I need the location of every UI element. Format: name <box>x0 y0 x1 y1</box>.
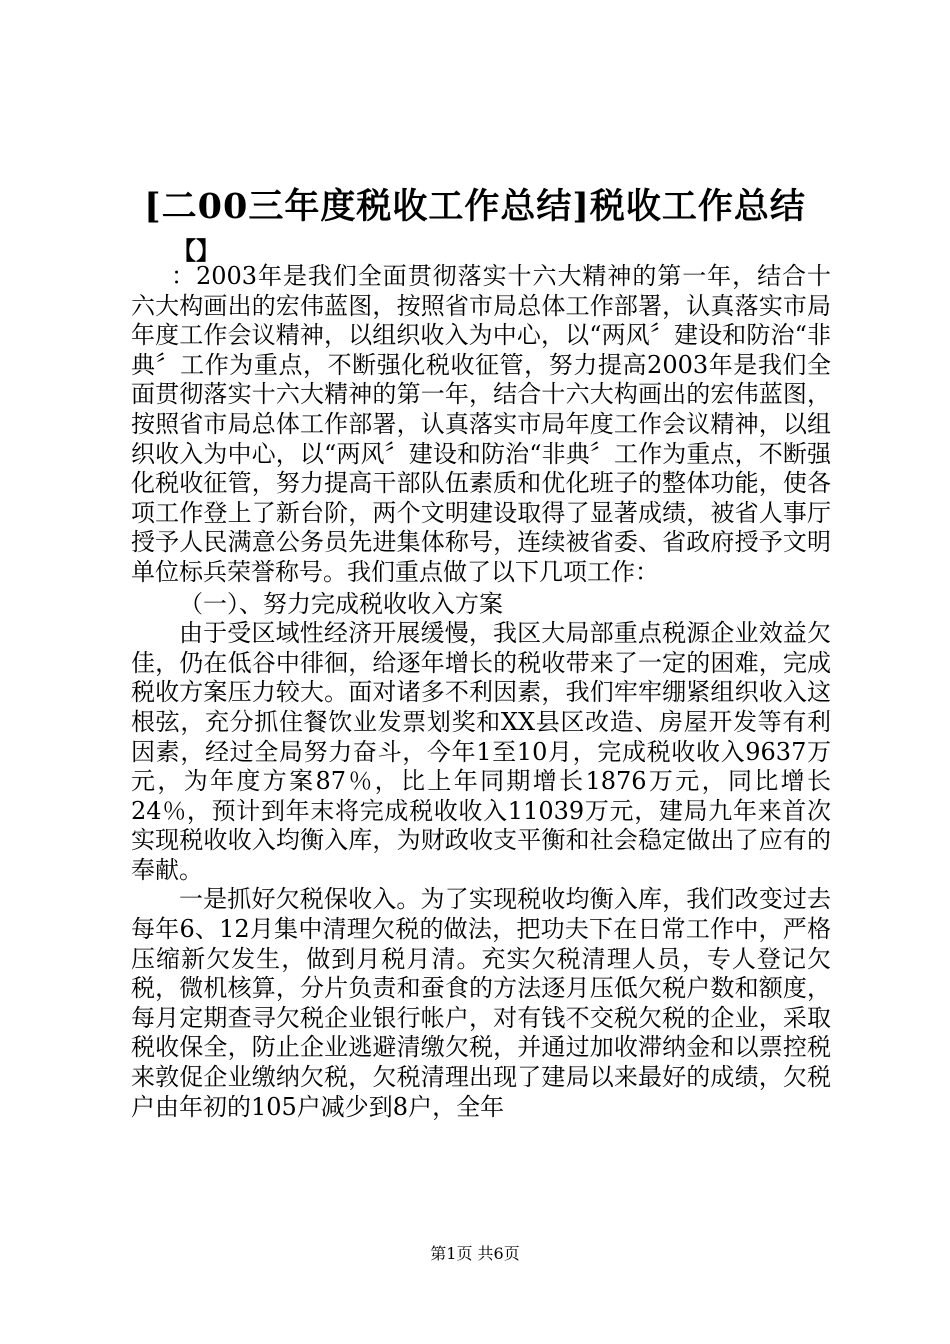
paragraph-intro: ：2003年是我们全面贯彻落实十六大精神的第一年，结合十六大构画出的宏伟蓝图，按照省市局总体工作部署，认真落实市局年度工作会议精神，以组织收入为中心，以“两风〞建设和防治“非典〞工作为重点，不断强化税收征管，努力提高2003年是我们全面贯彻落实十六大精神的第一年，结合十六大构画出的宏伟蓝图，按照省市局总体工作部署，认真落实市局年度工作会议精神，以组织收入为中心，以“两风〞建设和防治“非典〞工作为重点，不断强化税收征管，努力提高干部队伍素质和优化班子的整体功能，使各项工作登上了新台阶，两个文明建设取得了显著成绩，被省人事厅授予人民满意公务员先进集体称号，连续被省委、省政府授予文明单位标兵荣誉称号。我们重点做了以下几项工作： <box>131 262 831 586</box>
page-number: 第1页 共6页 <box>430 1244 520 1263</box>
section-heading: （一）、努力完成税收收入方案 <box>179 589 503 618</box>
paragraph-arrears: 一是抓好欠税保收入。为了实现税收均衡入库，我们改变过去每年6、12月集中清理欠税的做法，把功夫下在日常工作中，严格压缩新欠发生，做到月税月清。充实欠税清理人员，专人登记欠税，微机核算，分片负责和蚕食的方法逐月压低欠税户数和额度，每月定期查寻欠税企业银行帐户，对有钱不交税欠税的企业，采取税收保全，防止企业逃避清缴欠税，并通过加收滞纳金和以票控税来敦促企业缴纳欠税，欠税清理出现了建局以来最好的成绩，欠税户由年初的105户减少到8户，全年 <box>131 885 831 1121</box>
page-title: [二00三年度税收工作总结]税收工作总结 <box>144 186 806 227</box>
bracket-mark: 【】 <box>172 236 220 265</box>
paragraph-revenue: 由于受区域性经济开展缓慢，我区大局部重点税源企业效益欠佳，仍在低谷中徘徊，给逐年增长的税收带来了一定的困难，完成税收方案压力较大。面对诸多不利因素，我们牢牢绷紧组织收入这根弦，充分抓住餐饮业发票划奖和XX县区改造、房屋开发等有利因素，经过全局努力奋斗，今年1至10月，完成税收收入9637万元，为年度方案87％，比上年同期增长1876万元，同比增长24％，预计到年末将完成税收收入11039万元，建局九年来首次实现税收收入均衡入库，为财政收支平衡和社会稳定做出了应有的奉献。 <box>131 619 831 884</box>
body-text <box>131 262 831 1122</box>
